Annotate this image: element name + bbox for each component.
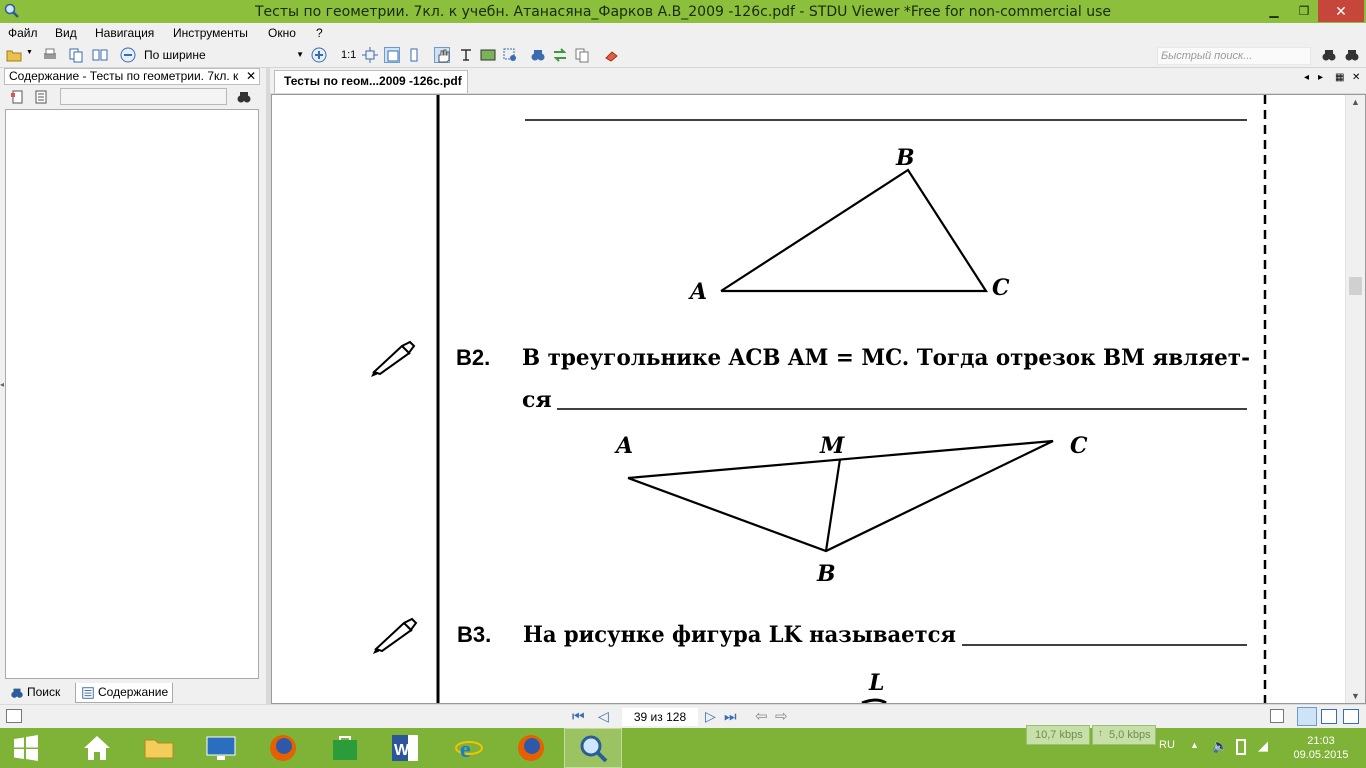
open-folder-icon[interactable]: [6, 47, 22, 63]
firefox-icon: [515, 732, 547, 764]
contents-panel-title: Содержание - Тесты по геометрии. 7кл. к: [9, 69, 239, 83]
battery-icon[interactable]: [1236, 739, 1246, 755]
menu-navigation[interactable]: Навигация: [95, 26, 155, 40]
select-text-icon[interactable]: [458, 47, 474, 63]
find-icon[interactable]: [530, 47, 546, 63]
window-title: Тесты по геометрии. 7кл. к учебн. Атанасяна_Фарков А.В_2009 -126с.pdf - STDU Viewer *Free for non-commercial use: [254, 4, 1111, 20]
last-page-icon[interactable]: ⏭: [724, 708, 737, 724]
contents-search-icon[interactable]: [236, 89, 252, 105]
start-button[interactable]: [0, 728, 50, 768]
prev-page-icon[interactable]: ◁: [598, 708, 609, 724]
pen-icon: [372, 342, 414, 376]
taskbar-firefox2-icon[interactable]: [502, 728, 560, 768]
select-image-icon[interactable]: [480, 47, 496, 63]
tab-contents[interactable]: [75, 683, 173, 703]
fig2-label-c: C: [1070, 433, 1088, 459]
taskbar-lenovo-icon[interactable]: [192, 728, 250, 768]
left-panel-tabs: [5, 681, 259, 703]
store-icon: [329, 732, 361, 764]
next-page-icon[interactable]: ▷: [705, 708, 716, 724]
windows-taskbar: [0, 728, 1366, 768]
tab-prev-icon[interactable]: ◂: [1304, 72, 1310, 83]
scroll-down-icon[interactable]: ▼: [1351, 691, 1360, 701]
fig1-label-c: C: [992, 275, 1010, 301]
tray-expand-icon[interactable]: ▲: [1190, 740, 1199, 750]
two-pages-icon[interactable]: [92, 47, 108, 63]
pen-icon: [374, 619, 416, 653]
contents-list-icon: [81, 686, 95, 700]
contents-panel: [0, 68, 266, 706]
copy-page-icon[interactable]: [68, 47, 84, 63]
tray-language[interactable]: RU: [1159, 739, 1175, 751]
binoculars-icon: [10, 686, 24, 700]
svg-text:e: e: [460, 737, 471, 763]
network-signal-icon[interactable]: ◢: [1258, 738, 1268, 753]
single-page-view-icon[interactable]: [1270, 709, 1284, 723]
home-icon: [81, 732, 113, 764]
menu-bar: [0, 23, 1366, 43]
continuous-view-icon[interactable]: [1297, 707, 1317, 726]
question-b2-text-line1: В треугольнике ACB AM = MC. Тогда отрезок BM являет-: [522, 345, 1250, 371]
tab-next-icon[interactable]: ▸: [1318, 72, 1324, 83]
scrollbar-thumb[interactable]: [1349, 277, 1362, 295]
taskbar-stdu-viewer-icon[interactable]: [564, 728, 622, 768]
fit-height-icon[interactable]: [406, 47, 422, 63]
clock-time: 21:03: [1307, 735, 1335, 747]
tab-search[interactable]: [5, 683, 75, 703]
snapshot-icon[interactable]: [502, 47, 518, 63]
taskbar-word-icon[interactable]: [376, 728, 434, 768]
print-icon[interactable]: [42, 47, 58, 63]
firefox-icon: [267, 732, 299, 764]
actual-size-button[interactable]: 1:1: [341, 49, 357, 61]
folder-icon: [143, 732, 175, 764]
contents-filter-input[interactable]: [60, 88, 227, 105]
zoom-out-icon[interactable]: [120, 47, 136, 63]
word-icon: [389, 732, 421, 764]
eraser-icon[interactable]: [604, 47, 620, 63]
fig3-label-l: L: [869, 670, 885, 696]
quick-search-input[interactable]: Быстрый поиск...: [1157, 47, 1311, 65]
zoom-select[interactable]: [140, 47, 306, 64]
net-download-speed: 10,7 kbps: [1026, 725, 1090, 745]
monitor-icon: [205, 732, 237, 764]
history-back-icon[interactable]: ⇦: [755, 708, 768, 725]
taskbar-home-icon[interactable]: [68, 728, 126, 768]
net-upload-speed: 5,0 kbps: [1092, 725, 1156, 745]
clock-date: 09.05.2015: [1293, 749, 1349, 761]
maximize-button[interactable]: ❐: [1298, 4, 1310, 18]
question-b2-number: B2.: [456, 345, 491, 370]
fig2-label-a: A: [616, 433, 634, 459]
menu-file[interactable]: Файл: [8, 26, 38, 40]
internet-explorer-icon: [453, 732, 485, 764]
close-button[interactable]: ✕: [1318, 0, 1364, 22]
contents-tree[interactable]: [5, 109, 259, 679]
magnifier-icon: [578, 733, 610, 765]
add-bookmark-icon[interactable]: [10, 89, 26, 105]
replace-arrows-icon[interactable]: [552, 47, 568, 63]
triangle-abc-figure: [721, 170, 986, 291]
tree-view-icon[interactable]: [34, 89, 50, 105]
toggle-panel-icon[interactable]: [6, 709, 22, 723]
document-tab[interactable]: Тесты по геом...2009 -126с.pdf: [274, 70, 468, 93]
hand-tool-icon[interactable]: [434, 47, 450, 63]
taskbar-store-icon[interactable]: [316, 728, 374, 768]
fit-page-icon[interactable]: [362, 47, 378, 63]
tab-list-icon[interactable]: ▦: [1335, 72, 1345, 83]
navigation-bar: [0, 704, 1366, 728]
upload-arrow-icon: ↑: [1098, 728, 1103, 739]
document-tabs: [270, 68, 1366, 93]
menu-help[interactable]: ?: [316, 26, 323, 40]
fig2-label-m: M: [820, 433, 845, 459]
tab-close-icon[interactable]: ✕: [1352, 72, 1361, 83]
taskbar-ie-icon[interactable]: [440, 728, 498, 768]
vertical-scrollbar[interactable]: [1345, 95, 1365, 703]
search-options-icon[interactable]: [1344, 47, 1360, 63]
page-number-input[interactable]: 39 из 128: [622, 708, 698, 726]
title-bar: [0, 0, 1366, 23]
minimize-button[interactable]: ▁: [1269, 4, 1279, 18]
taskbar-explorer-icon[interactable]: [130, 728, 188, 768]
question-b3-number: B3.: [457, 622, 492, 647]
fig1-label-a: A: [690, 279, 708, 305]
panel-splitter-arrow-icon[interactable]: ◂: [0, 380, 5, 389]
svg-text:W: W: [394, 742, 410, 759]
menu-window[interactable]: Окно: [268, 26, 296, 40]
document-view[interactable]: [271, 94, 1366, 704]
copy-icon[interactable]: [574, 47, 590, 63]
chevron-down-icon: ▼: [296, 50, 304, 59]
windows-logo-icon: [10, 732, 42, 764]
question-b3-text: На рисунке фигура LK называется: [523, 622, 956, 648]
search-binoculars-icon[interactable]: [1321, 47, 1337, 63]
continuous-facing-view-icon[interactable]: [1343, 709, 1359, 724]
toolbar: [0, 43, 1366, 68]
history-forward-icon[interactable]: ⇨: [775, 708, 788, 725]
close-panel-icon[interactable]: ✕: [245, 69, 256, 83]
contents-panel-header: [4, 68, 260, 85]
menu-tools[interactable]: Инструменты: [173, 26, 248, 40]
scroll-up-icon[interactable]: ▲: [1351, 97, 1360, 107]
menu-view[interactable]: Вид: [55, 26, 77, 40]
open-dropdown-icon[interactable]: ▼: [26, 49, 33, 56]
zoom-select-value: По ширине: [144, 48, 206, 62]
pdf-page: [272, 95, 1342, 703]
facing-view-icon[interactable]: [1321, 709, 1337, 724]
taskbar-firefox-icon[interactable]: [254, 728, 312, 768]
fit-width-icon[interactable]: [384, 47, 400, 63]
fig2-label-b: B: [817, 561, 836, 587]
fig3-shape-fragment: [862, 700, 886, 703]
question-b2-text-line2: ся: [522, 387, 552, 413]
fig1-label-b: B: [896, 145, 915, 171]
volume-icon[interactable]: 🔈: [1212, 738, 1229, 753]
tab-contents-label: Содержание: [98, 685, 169, 699]
first-page-icon[interactable]: ⏮: [572, 708, 585, 724]
tab-search-label: Поиск: [27, 685, 61, 699]
median-bm: [826, 459, 840, 551]
tray-clock[interactable]: [1286, 734, 1356, 762]
zoom-in-icon[interactable]: [311, 47, 327, 63]
